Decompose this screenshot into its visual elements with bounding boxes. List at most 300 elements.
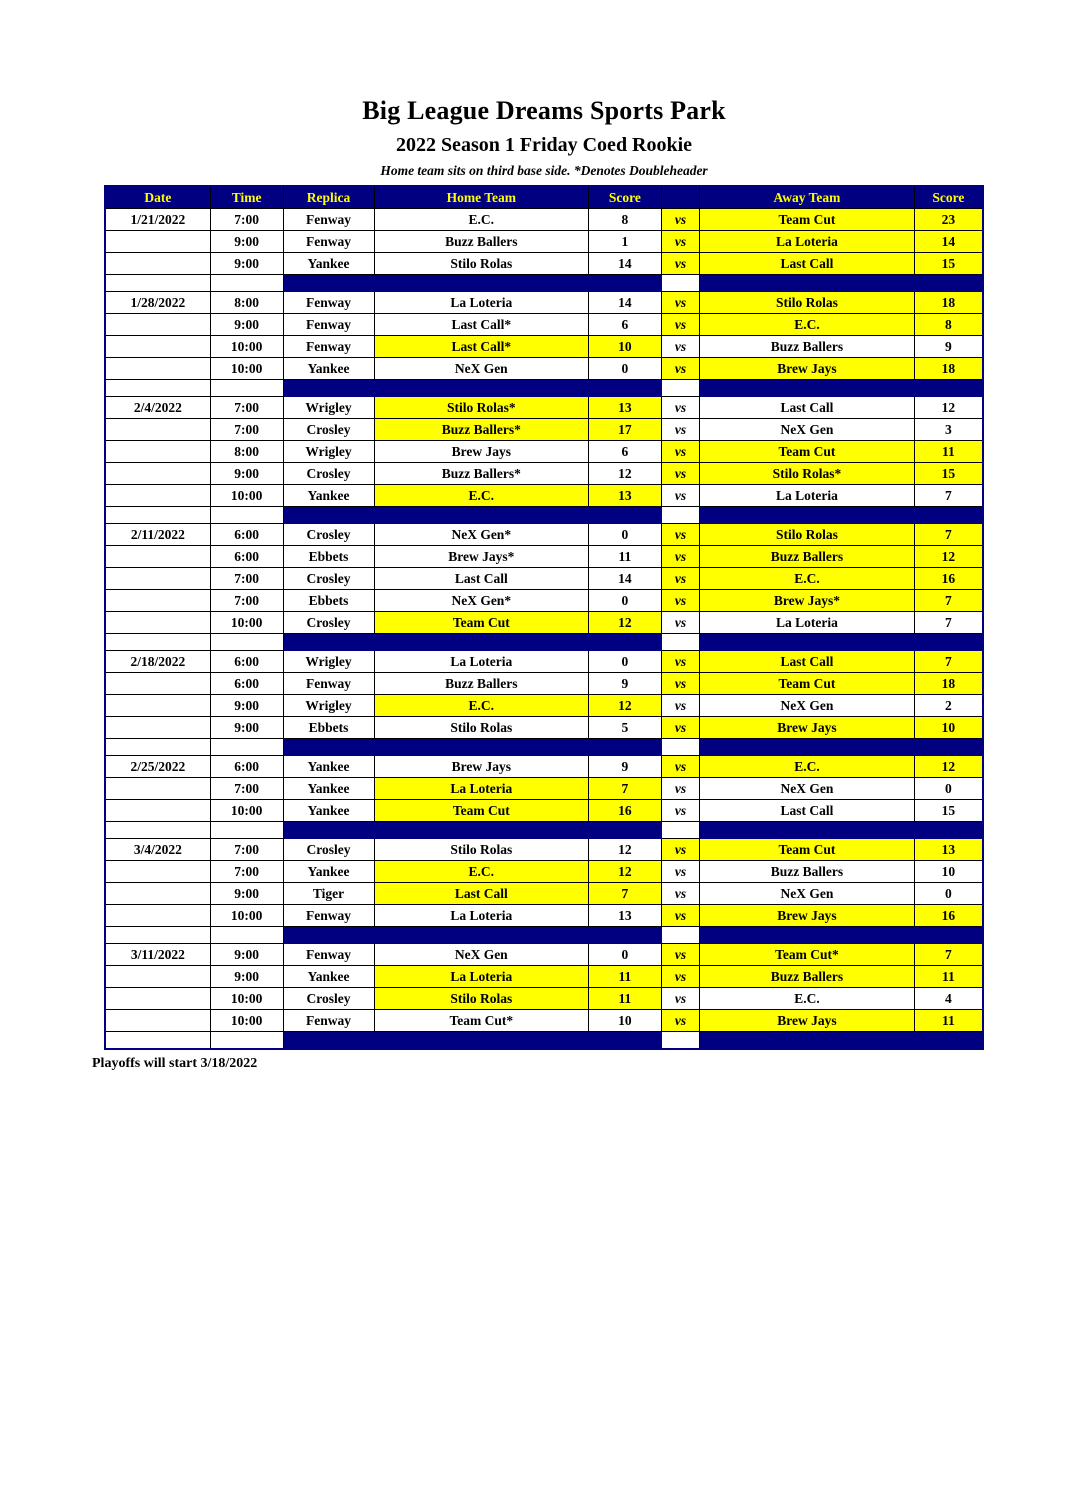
cell-home-team: E.C. <box>374 861 588 883</box>
cell-date <box>105 988 210 1010</box>
cell-home-team: Buzz Ballers <box>374 231 588 253</box>
schedule-document <box>0 96 1088 1072</box>
separator-cell <box>283 507 374 524</box>
cell-time: 9:00 <box>210 695 283 717</box>
cell-home-score: 11 <box>588 966 661 988</box>
separator-cell <box>661 822 699 839</box>
cell-replica: Yankee <box>283 253 374 275</box>
cell-home-score: 0 <box>588 651 661 673</box>
separator-cell <box>914 822 983 839</box>
cell-replica: Crosley <box>283 568 374 590</box>
cell-date <box>105 546 210 568</box>
cell-replica: Yankee <box>283 485 374 507</box>
table-row <box>105 590 983 612</box>
cell-home-score: 14 <box>588 253 661 275</box>
cell-away-team: La Loteria <box>700 612 914 634</box>
cell-away-team: NeX Gen <box>700 695 914 717</box>
table-row <box>105 800 983 822</box>
cell-time: 9:00 <box>210 717 283 739</box>
cell-time: 10:00 <box>210 800 283 822</box>
cell-time: 10:00 <box>210 905 283 927</box>
cell-home-score: 0 <box>588 524 661 546</box>
table-row <box>105 485 983 507</box>
cell-away-team: Team Cut <box>700 441 914 463</box>
table-row <box>105 419 983 441</box>
cell-home-score: 6 <box>588 441 661 463</box>
separator-cell <box>210 380 283 397</box>
cell-away-team: Last Call <box>700 253 914 275</box>
separator-cell <box>105 927 210 944</box>
cell-home-score: 7 <box>588 883 661 905</box>
cell-away-team: Buzz Ballers <box>700 336 914 358</box>
cell-home-team: Brew Jays <box>374 756 588 778</box>
cell-away-team: E.C. <box>700 988 914 1010</box>
cell-away-score: 10 <box>914 717 983 739</box>
cell-away-score: 18 <box>914 358 983 380</box>
cell-vs: vs <box>661 546 699 568</box>
table-row <box>105 756 983 778</box>
cell-date <box>105 419 210 441</box>
cell-time: 9:00 <box>210 463 283 485</box>
cell-home-team: Last Call <box>374 883 588 905</box>
schedule-table <box>104 185 984 1050</box>
cell-away-score: 9 <box>914 336 983 358</box>
separator-cell <box>283 739 374 756</box>
cell-home-score: 14 <box>588 568 661 590</box>
cell-vs: vs <box>661 612 699 634</box>
cell-away-team: Stilo Rolas <box>700 524 914 546</box>
separator-cell <box>210 1032 283 1050</box>
cell-away-team: Last Call <box>700 651 914 673</box>
separator-cell <box>105 275 210 292</box>
table-row <box>105 966 983 988</box>
cell-vs: vs <box>661 905 699 927</box>
cell-away-team: E.C. <box>700 314 914 336</box>
cell-away-team: Buzz Ballers <box>700 861 914 883</box>
separator-cell <box>283 927 374 944</box>
cell-time: 10:00 <box>210 612 283 634</box>
cell-away-score: 11 <box>914 441 983 463</box>
cell-home-team: La Loteria <box>374 966 588 988</box>
separator-cell <box>661 380 699 397</box>
separator-cell <box>588 739 661 756</box>
cell-time: 7:00 <box>210 778 283 800</box>
cell-away-score: 23 <box>914 209 983 231</box>
column-header-home-score: Score <box>588 186 661 209</box>
cell-replica: Yankee <box>283 861 374 883</box>
cell-date <box>105 905 210 927</box>
cell-replica: Yankee <box>283 778 374 800</box>
cell-replica: Fenway <box>283 944 374 966</box>
cell-home-score: 12 <box>588 612 661 634</box>
cell-vs: vs <box>661 292 699 314</box>
cell-time: 7:00 <box>210 209 283 231</box>
page-subtitle: 2022 Season 1 Friday Coed Rookie <box>395 134 693 156</box>
cell-away-score: 12 <box>914 397 983 419</box>
cell-home-score: 10 <box>588 336 661 358</box>
cell-away-team: NeX Gen <box>700 419 914 441</box>
separator-cell <box>700 1032 914 1050</box>
cell-home-team: NeX Gen <box>374 944 588 966</box>
table-row <box>105 883 983 905</box>
table-row <box>105 695 983 717</box>
cell-vs: vs <box>661 253 699 275</box>
cell-away-score: 7 <box>914 485 983 507</box>
cell-away-score: 8 <box>914 314 983 336</box>
separator-cell <box>588 634 661 651</box>
cell-vs: vs <box>661 651 699 673</box>
cell-replica: Fenway <box>283 673 374 695</box>
cell-vs: vs <box>661 861 699 883</box>
cell-vs: vs <box>661 441 699 463</box>
cell-away-team: Brew Jays <box>700 358 914 380</box>
separator-cell <box>210 507 283 524</box>
table-row <box>105 441 983 463</box>
table-row <box>105 397 983 419</box>
separator-cell <box>210 822 283 839</box>
cell-date <box>105 673 210 695</box>
separator-cell <box>700 380 914 397</box>
separator-cell <box>374 380 588 397</box>
cell-date <box>105 778 210 800</box>
separator-cell <box>914 634 983 651</box>
cell-date <box>105 695 210 717</box>
separator-cell <box>283 822 374 839</box>
separator-cell <box>210 634 283 651</box>
cell-date: 2/11/2022 <box>105 524 210 546</box>
cell-replica: Yankee <box>283 756 374 778</box>
cell-away-team: NeX Gen <box>700 883 914 905</box>
page-note: Home team sits on third base side. *Denotes Doubleheader <box>380 163 708 178</box>
cell-date <box>105 966 210 988</box>
table-row <box>105 1010 983 1032</box>
cell-replica: Crosley <box>283 524 374 546</box>
table-row <box>105 231 983 253</box>
cell-home-team: Stilo Rolas <box>374 253 588 275</box>
cell-replica: Wrigley <box>283 695 374 717</box>
cell-away-score: 0 <box>914 778 983 800</box>
table-row <box>105 612 983 634</box>
cell-date: 3/4/2022 <box>105 839 210 861</box>
cell-away-team: Brew Jays <box>700 717 914 739</box>
cell-away-score: 13 <box>914 839 983 861</box>
cell-replica: Wrigley <box>283 441 374 463</box>
cell-time: 7:00 <box>210 419 283 441</box>
cell-time: 6:00 <box>210 651 283 673</box>
cell-home-score: 14 <box>588 292 661 314</box>
week-separator-row <box>105 822 983 839</box>
cell-time: 9:00 <box>210 883 283 905</box>
table-row <box>105 778 983 800</box>
cell-replica: Fenway <box>283 209 374 231</box>
cell-away-team: Buzz Ballers <box>700 546 914 568</box>
cell-away-score: 18 <box>914 673 983 695</box>
cell-date: 1/21/2022 <box>105 209 210 231</box>
cell-vs: vs <box>661 524 699 546</box>
cell-vs: vs <box>661 463 699 485</box>
separator-cell <box>374 1032 588 1050</box>
table-row <box>105 651 983 673</box>
separator-cell <box>210 275 283 292</box>
cell-date: 1/28/2022 <box>105 292 210 314</box>
separator-cell <box>105 634 210 651</box>
cell-replica: Crosley <box>283 463 374 485</box>
schedule-table-body <box>105 209 983 1050</box>
cell-home-team: Buzz Ballers* <box>374 419 588 441</box>
cell-home-team: NeX Gen <box>374 358 588 380</box>
cell-home-team: NeX Gen* <box>374 590 588 612</box>
cell-replica: Yankee <box>283 966 374 988</box>
cell-date <box>105 231 210 253</box>
cell-time: 6:00 <box>210 756 283 778</box>
cell-away-score: 12 <box>914 756 983 778</box>
cell-home-score: 6 <box>588 314 661 336</box>
cell-home-team: E.C. <box>374 209 588 231</box>
cell-away-team: Last Call <box>700 800 914 822</box>
separator-cell <box>588 507 661 524</box>
cell-home-team: La Loteria <box>374 905 588 927</box>
cell-away-team: La Loteria <box>700 231 914 253</box>
cell-vs: vs <box>661 717 699 739</box>
separator-cell <box>661 275 699 292</box>
cell-date: 2/18/2022 <box>105 651 210 673</box>
cell-date <box>105 358 210 380</box>
cell-away-team: Buzz Ballers <box>700 966 914 988</box>
cell-replica: Ebbets <box>283 590 374 612</box>
cell-away-team: Team Cut <box>700 673 914 695</box>
cell-home-team: Stilo Rolas <box>374 839 588 861</box>
cell-away-score: 0 <box>914 883 983 905</box>
cell-away-score: 7 <box>914 612 983 634</box>
cell-home-score: 0 <box>588 590 661 612</box>
cell-replica: Wrigley <box>283 397 374 419</box>
cell-away-score: 16 <box>914 905 983 927</box>
cell-vs: vs <box>661 568 699 590</box>
cell-home-score: 0 <box>588 944 661 966</box>
separator-cell <box>374 507 588 524</box>
cell-date: 2/4/2022 <box>105 397 210 419</box>
cell-replica: Ebbets <box>283 717 374 739</box>
cell-time: 10:00 <box>210 336 283 358</box>
cell-replica: Fenway <box>283 314 374 336</box>
table-row <box>105 292 983 314</box>
cell-date <box>105 463 210 485</box>
cell-home-team: NeX Gen* <box>374 524 588 546</box>
table-row <box>105 717 983 739</box>
separator-cell <box>283 1032 374 1050</box>
cell-home-score: 13 <box>588 905 661 927</box>
cell-home-team: Stilo Rolas <box>374 988 588 1010</box>
cell-replica: Yankee <box>283 800 374 822</box>
cell-vs: vs <box>661 673 699 695</box>
cell-away-score: 2 <box>914 695 983 717</box>
table-row <box>105 568 983 590</box>
cell-away-team: Team Cut <box>700 839 914 861</box>
separator-cell <box>283 634 374 651</box>
cell-away-team: La Loteria <box>700 485 914 507</box>
cell-time: 6:00 <box>210 673 283 695</box>
cell-date <box>105 590 210 612</box>
table-row <box>105 314 983 336</box>
table-row <box>105 253 983 275</box>
cell-away-score: 11 <box>914 966 983 988</box>
table-row <box>105 336 983 358</box>
separator-cell <box>700 275 914 292</box>
cell-date <box>105 861 210 883</box>
cell-vs: vs <box>661 988 699 1010</box>
cell-home-score: 13 <box>588 397 661 419</box>
cell-home-score: 5 <box>588 717 661 739</box>
week-separator-row <box>105 927 983 944</box>
cell-away-team: Brew Jays <box>700 1010 914 1032</box>
cell-time: 7:00 <box>210 568 283 590</box>
separator-cell <box>588 380 661 397</box>
separator-cell <box>374 634 588 651</box>
separator-cell <box>700 634 914 651</box>
cell-replica: Fenway <box>283 292 374 314</box>
cell-home-team: Last Call* <box>374 336 588 358</box>
cell-time: 8:00 <box>210 441 283 463</box>
separator-cell <box>105 822 210 839</box>
column-header-replica: Replica <box>283 186 374 209</box>
table-header-row <box>105 186 983 209</box>
cell-away-score: 14 <box>914 231 983 253</box>
cell-time: 7:00 <box>210 397 283 419</box>
separator-cell <box>588 822 661 839</box>
separator-cell <box>914 507 983 524</box>
separator-cell <box>661 634 699 651</box>
column-header-vs <box>661 186 699 209</box>
table-row <box>105 905 983 927</box>
separator-cell <box>374 822 588 839</box>
table-row <box>105 673 983 695</box>
cell-home-score: 11 <box>588 546 661 568</box>
cell-home-score: 12 <box>588 861 661 883</box>
separator-cell <box>210 927 283 944</box>
schedule-table-wrapper <box>104 185 984 1050</box>
cell-home-team: Stilo Rolas <box>374 717 588 739</box>
cell-away-score: 12 <box>914 546 983 568</box>
separator-cell <box>105 739 210 756</box>
cell-time: 6:00 <box>210 524 283 546</box>
cell-time: 10:00 <box>210 485 283 507</box>
cell-home-team: Buzz Ballers <box>374 673 588 695</box>
cell-time: 10:00 <box>210 988 283 1010</box>
cell-home-team: Last Call <box>374 568 588 590</box>
cell-replica: Fenway <box>283 336 374 358</box>
cell-date <box>105 336 210 358</box>
week-separator-row <box>105 275 983 292</box>
cell-away-team: Brew Jays <box>700 905 914 927</box>
cell-time: 9:00 <box>210 314 283 336</box>
cell-away-team: E.C. <box>700 568 914 590</box>
cell-home-team: La Loteria <box>374 292 588 314</box>
cell-date <box>105 612 210 634</box>
separator-cell <box>105 1032 210 1050</box>
cell-home-team: Buzz Ballers* <box>374 463 588 485</box>
cell-home-team: E.C. <box>374 485 588 507</box>
separator-cell <box>661 1032 699 1050</box>
separator-cell <box>700 739 914 756</box>
separator-cell <box>914 739 983 756</box>
cell-vs: vs <box>661 358 699 380</box>
week-separator-row <box>105 380 983 397</box>
cell-away-score: 3 <box>914 419 983 441</box>
separator-cell <box>661 739 699 756</box>
separator-cell <box>374 275 588 292</box>
column-header-time: Time <box>210 186 283 209</box>
cell-replica: Tiger <box>283 883 374 905</box>
cell-date: 2/25/2022 <box>105 756 210 778</box>
cell-away-score: 10 <box>914 861 983 883</box>
cell-home-score: 12 <box>588 695 661 717</box>
cell-vs: vs <box>661 590 699 612</box>
column-header-away-score: Score <box>914 186 983 209</box>
cell-replica: Fenway <box>283 1010 374 1032</box>
page-title: Big League Dreams Sports Park <box>362 96 726 125</box>
separator-cell <box>283 275 374 292</box>
cell-time: 9:00 <box>210 253 283 275</box>
cell-home-team: Brew Jays <box>374 441 588 463</box>
cell-vs: vs <box>661 966 699 988</box>
cell-home-team: Stilo Rolas* <box>374 397 588 419</box>
cell-time: 9:00 <box>210 944 283 966</box>
playoffs-note: Playoffs will start 3/18/2022 <box>92 1056 258 1071</box>
cell-vs: vs <box>661 883 699 905</box>
cell-away-score: 16 <box>914 568 983 590</box>
separator-cell <box>588 927 661 944</box>
table-row <box>105 944 983 966</box>
cell-home-team: Brew Jays* <box>374 546 588 568</box>
cell-date <box>105 568 210 590</box>
cell-vs: vs <box>661 695 699 717</box>
cell-home-score: 10 <box>588 1010 661 1032</box>
cell-away-score: 15 <box>914 463 983 485</box>
cell-date <box>105 441 210 463</box>
cell-away-team: Team Cut <box>700 209 914 231</box>
table-row <box>105 209 983 231</box>
cell-home-team: E.C. <box>374 695 588 717</box>
cell-home-team: Team Cut* <box>374 1010 588 1032</box>
cell-replica: Crosley <box>283 612 374 634</box>
table-row <box>105 463 983 485</box>
cell-away-score: 15 <box>914 253 983 275</box>
cell-time: 8:00 <box>210 292 283 314</box>
separator-cell <box>210 739 283 756</box>
separator-cell <box>700 507 914 524</box>
separator-cell <box>914 275 983 292</box>
cell-home-score: 0 <box>588 358 661 380</box>
cell-vs: vs <box>661 485 699 507</box>
cell-replica: Crosley <box>283 839 374 861</box>
cell-away-team: E.C. <box>700 756 914 778</box>
cell-vs: vs <box>661 314 699 336</box>
cell-date <box>105 800 210 822</box>
separator-cell <box>661 927 699 944</box>
cell-date <box>105 314 210 336</box>
separator-cell <box>914 1032 983 1050</box>
cell-away-team: Stilo Rolas* <box>700 463 914 485</box>
separator-cell <box>914 380 983 397</box>
cell-replica: Ebbets <box>283 546 374 568</box>
column-header-date: Date <box>105 186 210 209</box>
cell-time: 9:00 <box>210 966 283 988</box>
cell-time: 6:00 <box>210 546 283 568</box>
cell-time: 7:00 <box>210 590 283 612</box>
cell-vs: vs <box>661 231 699 253</box>
cell-home-score: 12 <box>588 839 661 861</box>
cell-vs: vs <box>661 1010 699 1032</box>
